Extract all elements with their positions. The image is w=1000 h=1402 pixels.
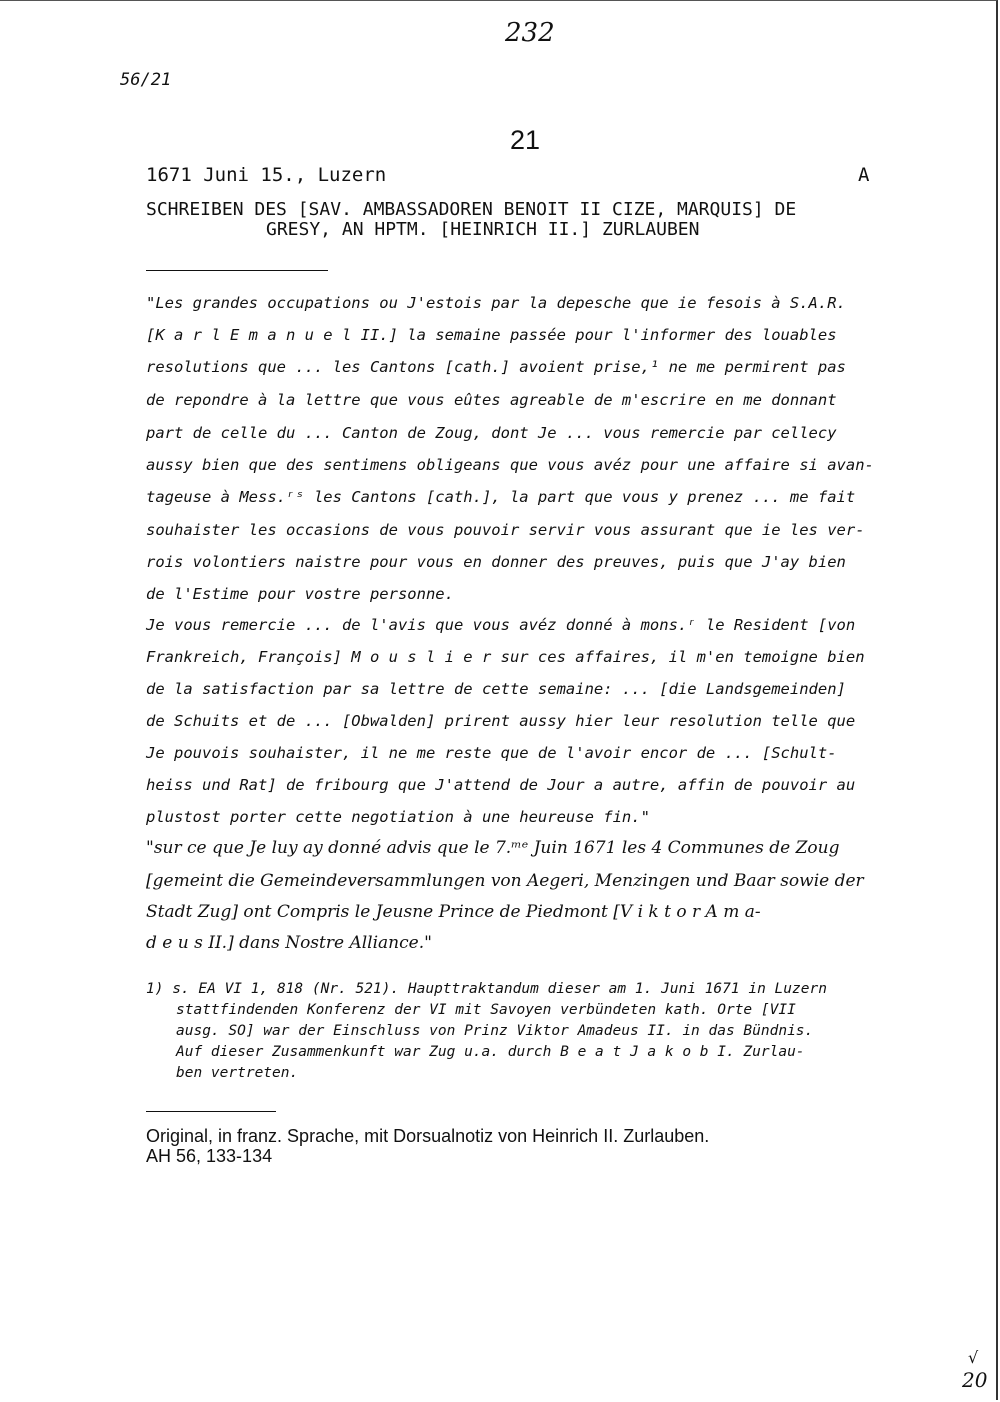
footnote-line: ben vertreten. (176, 1065, 299, 1081)
dorsal-note-line: "sur ce que Je luy ay donné advis que le 7.ᵐᵉ Juin 1671 les 4 Communes de Zoug (146, 838, 840, 858)
quote-line: rois volontiers naistre pour vous en donner des preuves, puis que J'ay bien (146, 553, 846, 571)
quote-line: aussy bien que des sentimens obligeans que vous avéz pour une affaire si avan- (146, 456, 874, 474)
quote-line: de repondre à la lettre que vous eûtes agreable de m'escrire en me donnant (146, 391, 837, 409)
footnote-line: 1) s. EA VI 1, 818 (Nr. 521). Haupttraktandum dieser am 1. Juni 1671 in Luzern (146, 981, 827, 997)
document-date-place: 1671 Juni 15., Luzern (146, 164, 387, 186)
source-note-line: AH 56, 133-134 (146, 1146, 273, 1166)
footnote-line: stattfindenden Konferenz der VI mit Savoyen verbündeten kath. Orte [VII (176, 1002, 796, 1018)
document-class: A (858, 164, 870, 186)
margin-number: 20 (962, 1368, 988, 1392)
archive-reference: 56/21 (120, 70, 172, 90)
document-title-line-2: GRESY, AN HPTM. [HEINRICH II.] ZURLAUBEN (266, 219, 700, 240)
quote-line: tageuse à Mess.ʳˢ les Cantons [cath.], la part que vous y prenez ... me fait (146, 488, 856, 506)
dorsal-note-line: Stadt Zug] ont Compris le Jeusne Prince de Piedmont [V i k t o r A m a- (146, 902, 761, 922)
quote-line: Je vous remercie ... de l'avis que vous avéz donné à mons.ʳ le Resident [von (146, 616, 856, 634)
footnote-line: ausg. SO] war der Einschluss von Prinz Viktor Amadeus II. in das Bündnis. (176, 1023, 814, 1039)
header-divider (146, 270, 328, 271)
quote-line: Frankreich, François] M o u s l i e r sur ces affaires, il m'en temoigne bien (146, 648, 865, 666)
check-mark-icon: √ (968, 1348, 979, 1367)
document-title-line-1: SCHREIBEN DES [SAV. AMBASSADOREN BENOIT II CIZE, MARQUIS] DE (146, 199, 797, 220)
quote-line: "Les grandes occupations ou J'estois par la depesche que ie fesois à S.A.R. (146, 294, 846, 312)
footnote-divider (146, 1111, 276, 1112)
quote-line: de l'Estime pour vostre personne. (146, 585, 454, 603)
quote-line: Je pouvois souhaister, il ne me reste que de l'avoir encor de ... [Schult- (146, 744, 837, 762)
dorsal-note-line: [gemeint die Gemeindeversammlungen von Aegeri, Menzingen und Baar sowie der (146, 871, 864, 891)
quote-line: souhaister les occasions de vous pouvoir servir vous assurant que ie les ver- (146, 521, 865, 539)
dorsal-note-line: d e u s II.] dans Nostre Alliance." (146, 933, 432, 953)
quote-line: de la satisfaction par sa lettre de cette semaine: ... [die Landsgemeinden] (146, 680, 846, 698)
footnote-line: Auf dieser Zusammenkunft war Zug u.a. durch B e a t J a k o b I. Zurlau- (176, 1044, 805, 1060)
quote-line: heiss und Rat] de fribourg que J'attend de Jour a autre, affin de pouvoir au (146, 776, 856, 794)
quote-line: part de celle du ... Canton de Zoug, dont Je ... vous remercie par cellecy (146, 424, 837, 442)
quote-line: resolutions que ... les Cantons [cath.] avoient prise,¹ ne me permirent pas (146, 358, 846, 376)
quote-line: de Schuits et de ... [Obwalden] prirent aussy hier leur resolution telle que (146, 712, 856, 730)
document-number: 21 (510, 125, 541, 155)
quote-line: [K a r l E m a n u e l II.] la semaine passée pour l'informer des louables (146, 326, 837, 344)
quote-line: plustost porter cette negotiation à une heureuse fin." (146, 808, 650, 826)
source-note-line: Original, in franz. Sprache, mit Dorsualnotiz von Heinrich II. Zurlauben. (146, 1126, 710, 1146)
folio-number: 232 (505, 18, 555, 48)
